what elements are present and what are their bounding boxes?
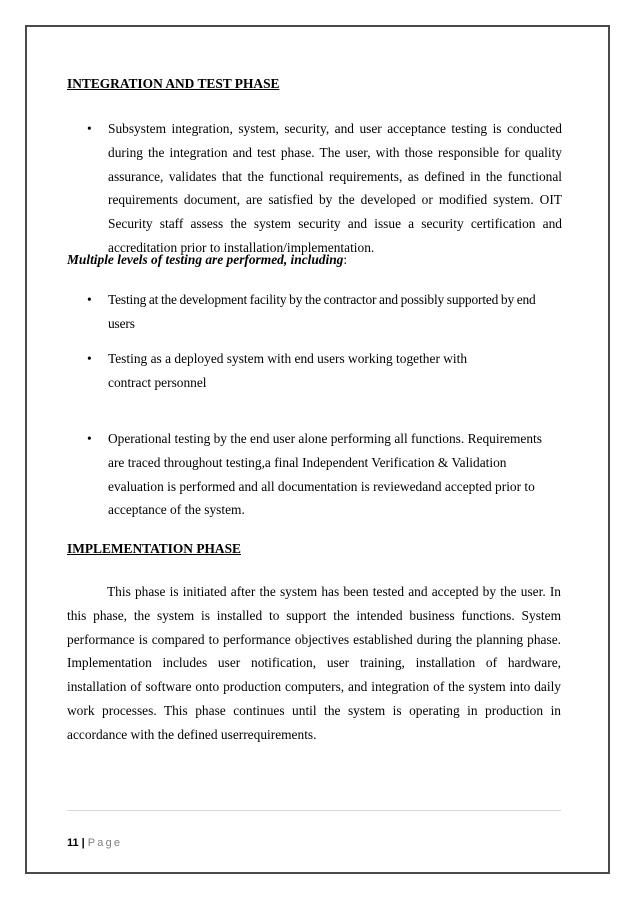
page-footer <box>67 836 122 850</box>
testing-level-text: Testing as a deployed system with end users working together with contract personnel <box>108 351 468 390</box>
page-label: Page <box>87 837 123 849</box>
bullet-icon: • <box>87 431 92 446</box>
testing-level-item <box>87 288 562 336</box>
implementation-phase-heading: IMPLEMENTATION PHASE <box>67 541 241 556</box>
subsystem-testing-text: Subsystem integration, system, security, and user acceptance testing is conducted during the integration and test phase. The user, with those responsible for quality assurance, validates that the functional requirements, as defined in the functional requirements document, are satisfied by the developed or modified system. OIT Security staff assess the system security and issue a security certification and accreditation prior to installation/implementation. <box>108 121 562 255</box>
subsystem-testing-bullet <box>87 117 562 260</box>
testing-levels-lead-text: Multiple levels of testing are performed, including <box>67 252 344 267</box>
bullet-icon: • <box>87 292 92 307</box>
footer-separator: | <box>81 837 85 849</box>
testing-level-item <box>87 427 548 522</box>
testing-level-item <box>87 347 508 395</box>
bullet-icon: • <box>87 351 92 366</box>
page-number: 11 <box>67 837 79 849</box>
testing-level-text: Operational testing by the end user alone performing all functions. Requirements are traced throughout testing,a final Independent Verification & Validation evaluation is performed and all documentation is reviewedand accepted prior to acceptance of the system. <box>108 431 542 518</box>
implementation-phase-paragraph: This phase is initiated after the system has been tested and accepted by the user. In this phase, the system is installed to support the intended business functions. System performance is compared to performance objectives established during the planning phase. Implementation includes user notification, user training, installation of hardware, installation of software onto production computers, and integration of the system into daily work processes. This phase continues until the system is operating in production in accordance with the defined userrequirements. <box>67 584 561 742</box>
testing-level-text: Testing at the development facility by the contractor and possibly supported by end users <box>108 292 536 331</box>
testing-levels-lead-colon: : <box>343 252 348 267</box>
testing-levels-lead <box>67 251 347 269</box>
footer-divider <box>67 810 561 811</box>
bullet-icon: • <box>87 121 92 136</box>
integration-phase-heading: INTEGRATION AND TEST PHASE <box>67 76 280 91</box>
